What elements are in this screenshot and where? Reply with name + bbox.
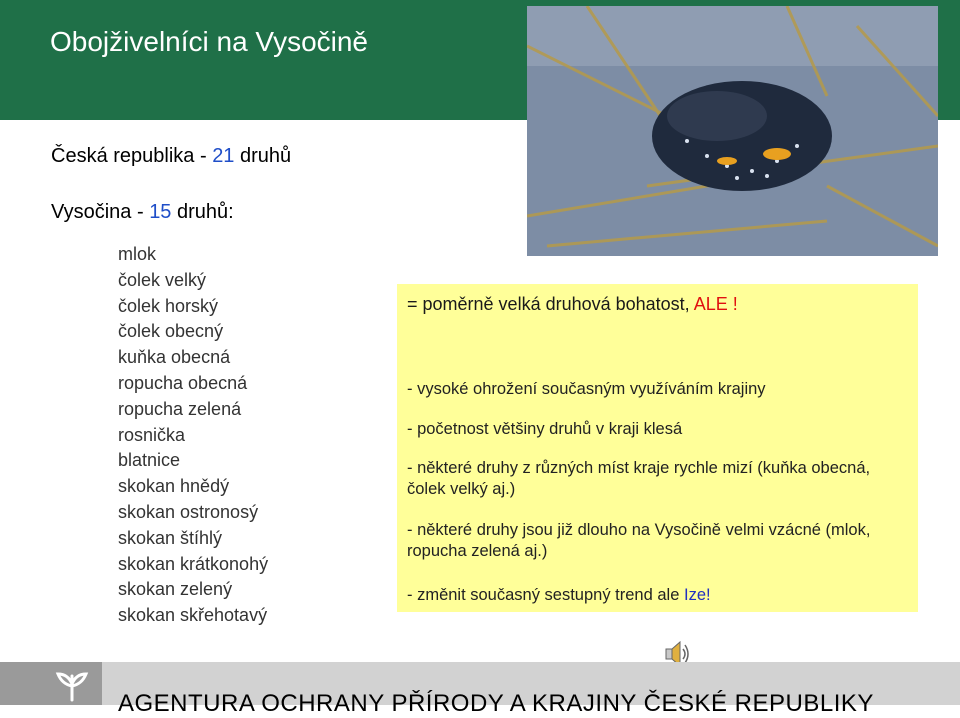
- bullet-3: - některé druhy z různých míst kraje rychle mizí (kuňka obecná, čolek velký aj.): [407, 459, 871, 498]
- cr-label: Česká republika -: [51, 145, 213, 167]
- footer-org-name: AGENTURA OCHRANY PŘÍRODY A KRAJINY ČESKÉ REPUBLIKY: [118, 690, 874, 717]
- footer-bar: [0, 662, 960, 717]
- bullet-5: [407, 585, 907, 606]
- species-item: čolek velký: [118, 269, 207, 290]
- lead-text: = poměrně velká druhová bohatost,: [407, 294, 694, 314]
- species-item: skokan hnědý: [118, 476, 230, 497]
- summary-lead: [407, 294, 738, 315]
- page-title: Obojživelníci na Vysočině: [50, 26, 369, 57]
- cr-species-count: [51, 145, 291, 168]
- species-item: ropucha obecná: [118, 372, 248, 393]
- species-item: skokan ostronosý: [118, 501, 259, 522]
- species-item: blatnice: [118, 450, 181, 471]
- species-item: rosnička: [118, 424, 186, 445]
- vys-count: 15: [149, 201, 172, 223]
- bullet-2: - početnost většiny druhů v kraji klesá: [407, 420, 683, 438]
- species-item: kuňka obecná: [118, 347, 231, 368]
- species-item: skokan krátkonohý: [118, 553, 269, 574]
- species-item: skokan štíhlý: [118, 527, 223, 548]
- species-item: mlok: [118, 244, 157, 264]
- leaf-logo-icon: [0, 662, 102, 705]
- species-item: čolek horský: [118, 295, 219, 316]
- cr-unit: druhů: [234, 145, 292, 167]
- species-item: skokan skřehotavý: [118, 605, 268, 626]
- species-item: čolek obecný: [118, 321, 224, 342]
- lead-accent: ALE !: [693, 294, 738, 314]
- bullet-5-accent: Ize!: [683, 586, 711, 604]
- vys-species-count: [51, 201, 234, 224]
- vys-label: Vysočina -: [51, 201, 150, 223]
- bullet-5-text: - změnit současný sestupný trend ale: [407, 586, 684, 604]
- species-item: skokan zelený: [118, 579, 233, 600]
- toad-photo: [527, 6, 938, 256]
- species-list: [118, 242, 268, 629]
- bullet-1: - vysoké ohrožení současným využíváním krajiny: [407, 380, 766, 398]
- summary-box: [397, 284, 918, 612]
- species-item: ropucha zelená: [118, 398, 242, 419]
- cr-count: 21: [212, 145, 235, 167]
- vys-unit: druhů:: [171, 201, 234, 223]
- bullet-4: - některé druhy jsou již dlouho na Vysočině velmi vzácné (mlok, ropucha zelená aj.): [407, 521, 871, 560]
